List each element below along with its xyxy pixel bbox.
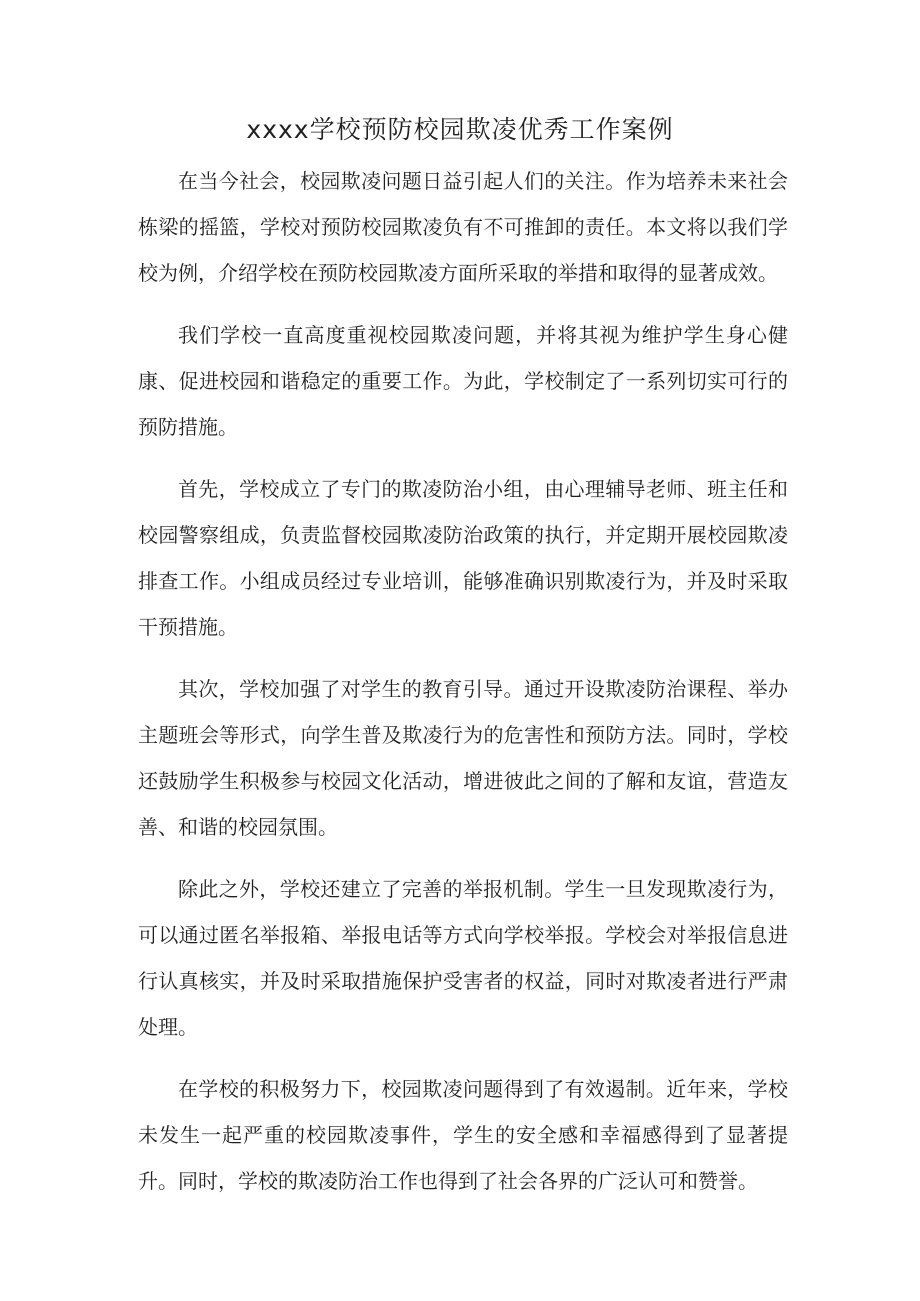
paragraph-second-measure: 其次，学校加强了对学生的教育引导。通过开设欺凌防治课程、举办主题班会等形式，向学生普及欺凌行为的危害性和预防方法。同时，学校还鼓励学生积极参与校园文化活动，增进彼此之间的了解和友谊，营造友善、和谐的校园氛围。	[138, 677, 788, 839]
document-body	[138, 158, 788, 1220]
paragraph-results: 在学校的积极努力下，校园欺凌问题得到了有效遏制。近年来，学校未发生一起严重的校园欺凌事件，学生的安全感和幸福感得到了显著提升。同时，学校的欺凌防治工作也得到了社会各界的广泛认可和赞誉。	[138, 1077, 788, 1193]
paragraph-intro: 在当今社会，校园欺凌问题日益引起人们的关注。作为培养未来社会栋梁的摇篮，学校对预防校园欺凌负有不可推卸的责任。本文将以我们学校为例，介绍学校在预防校园欺凌方面所采取的举措和取得的显著成效。	[138, 169, 788, 285]
paragraph-overview: 我们学校一直高度重视校园欺凌问题，并将其视为维护学生身心健康、促进校园和谐稳定的重要工作。为此，学校制定了一系列切实可行的预防措施。	[138, 323, 788, 439]
document-title: xxxx学校预防校园欺凌优秀工作案例	[246, 115, 674, 144]
paragraph-reporting-mechanism: 除此之外，学校还建立了完善的举报机制。学生一旦发现欺凌行为，可以通过匿名举报箱、举报电话等方式向学校举报。学校会对举报信息进行认真核实，并及时采取措施保护受害者的权益，同时对欺凌者进行严肃处理。	[138, 877, 788, 1039]
paragraph-first-measure: 首先，学校成立了专门的欺凌防治小组，由心理辅导老师、班主任和校园警察组成，负责监督校园欺凌防治政策的执行，并定期开展校园欺凌排查工作。小组成员经过专业培训，能够准确识别欺凌行为，并及时采取干预措施。	[138, 477, 788, 639]
